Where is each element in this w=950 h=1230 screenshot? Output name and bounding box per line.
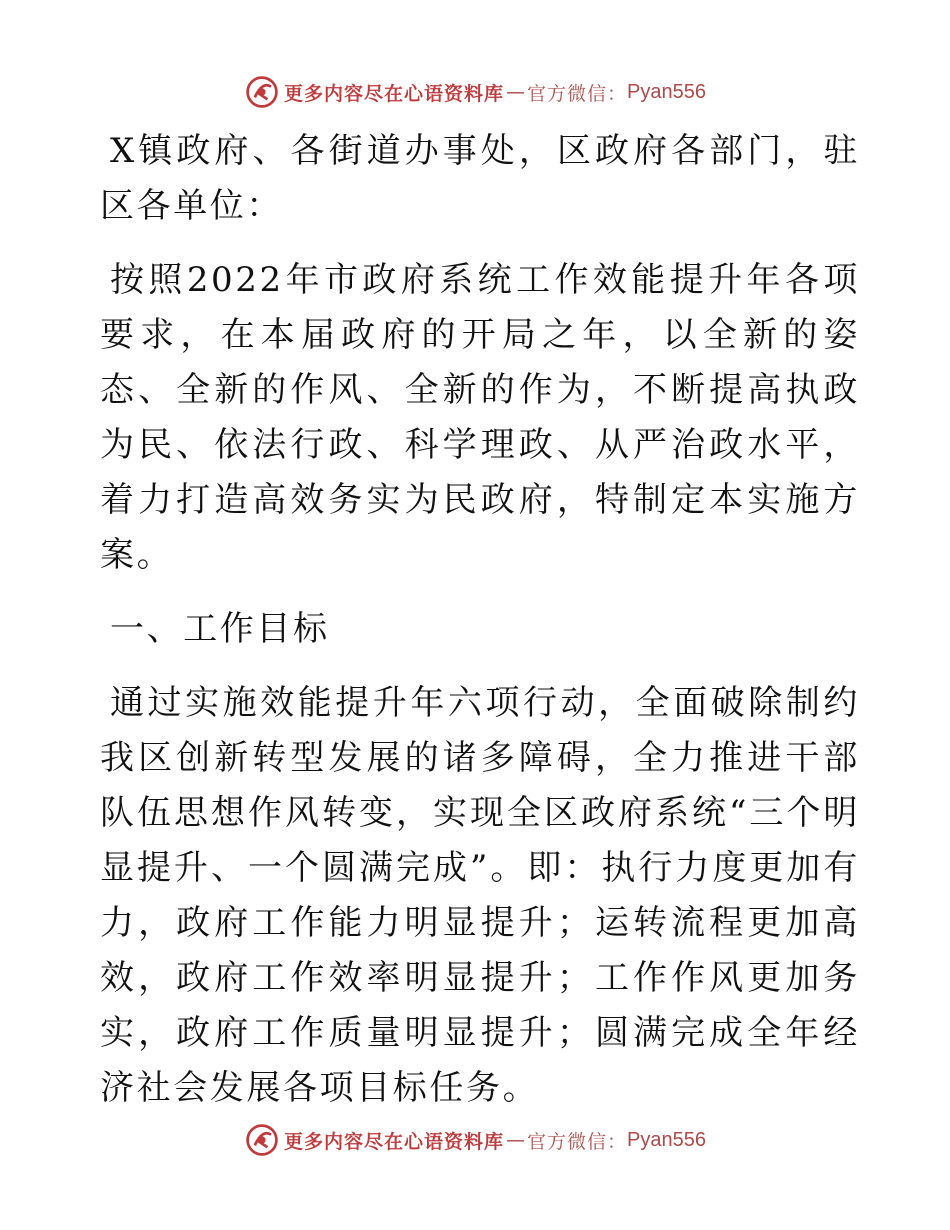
goals-paragraph: 通过实施效能提升年六项行动，全面破除制约我区创新转型发展的诸多障碍，全力推进干部队伍思想作风转变，实现全区政府系统“三个明显提升、一个圆满完成”。即：执行力度更加有力，政府工作能力明显提升；运转流程更加高效，政府工作效率明显提升；工作作风更加务实，政府工作质量明显提升；圆满完成全年经济社会发展各项目标任务。: [100, 683, 860, 1108]
banner-promo-text: 更多内容尽在心语资料库: [284, 82, 505, 105]
banner-dash: —: [506, 81, 526, 103]
intro-paragraph: 按照2022年市政府系统工作效能提升年各项要求，在本届政府的开局之年，以全新的姿态、全新的作风、全新的作为，不断提高执政为民、依法行政、科学理政、从严治政水平，着力打造高效务实为民政府，特制定本实施方案。: [100, 260, 860, 575]
section-heading-goals: 一、工作目标: [110, 609, 330, 649]
brand-logo-icon: [244, 1122, 280, 1158]
banner-wechat-label: 官方微信：: [527, 1130, 628, 1153]
salutation: X镇政府、各街道办事处，区政府各部门，驻区各单位：: [100, 131, 860, 226]
document-body: [100, 124, 860, 1135]
header-banner: [0, 70, 950, 114]
banner-promo-text: 更多内容尽在心语资料库: [284, 1130, 505, 1153]
footer-banner: [0, 1118, 950, 1162]
brand-logo-icon: [244, 74, 280, 110]
banner-wechat-label: 官方微信：: [527, 82, 628, 105]
banner-dash: —: [506, 1129, 526, 1151]
banner-wechat-id: Pyan556: [627, 1128, 706, 1151]
banner-wechat-id: Pyan556: [627, 80, 706, 103]
